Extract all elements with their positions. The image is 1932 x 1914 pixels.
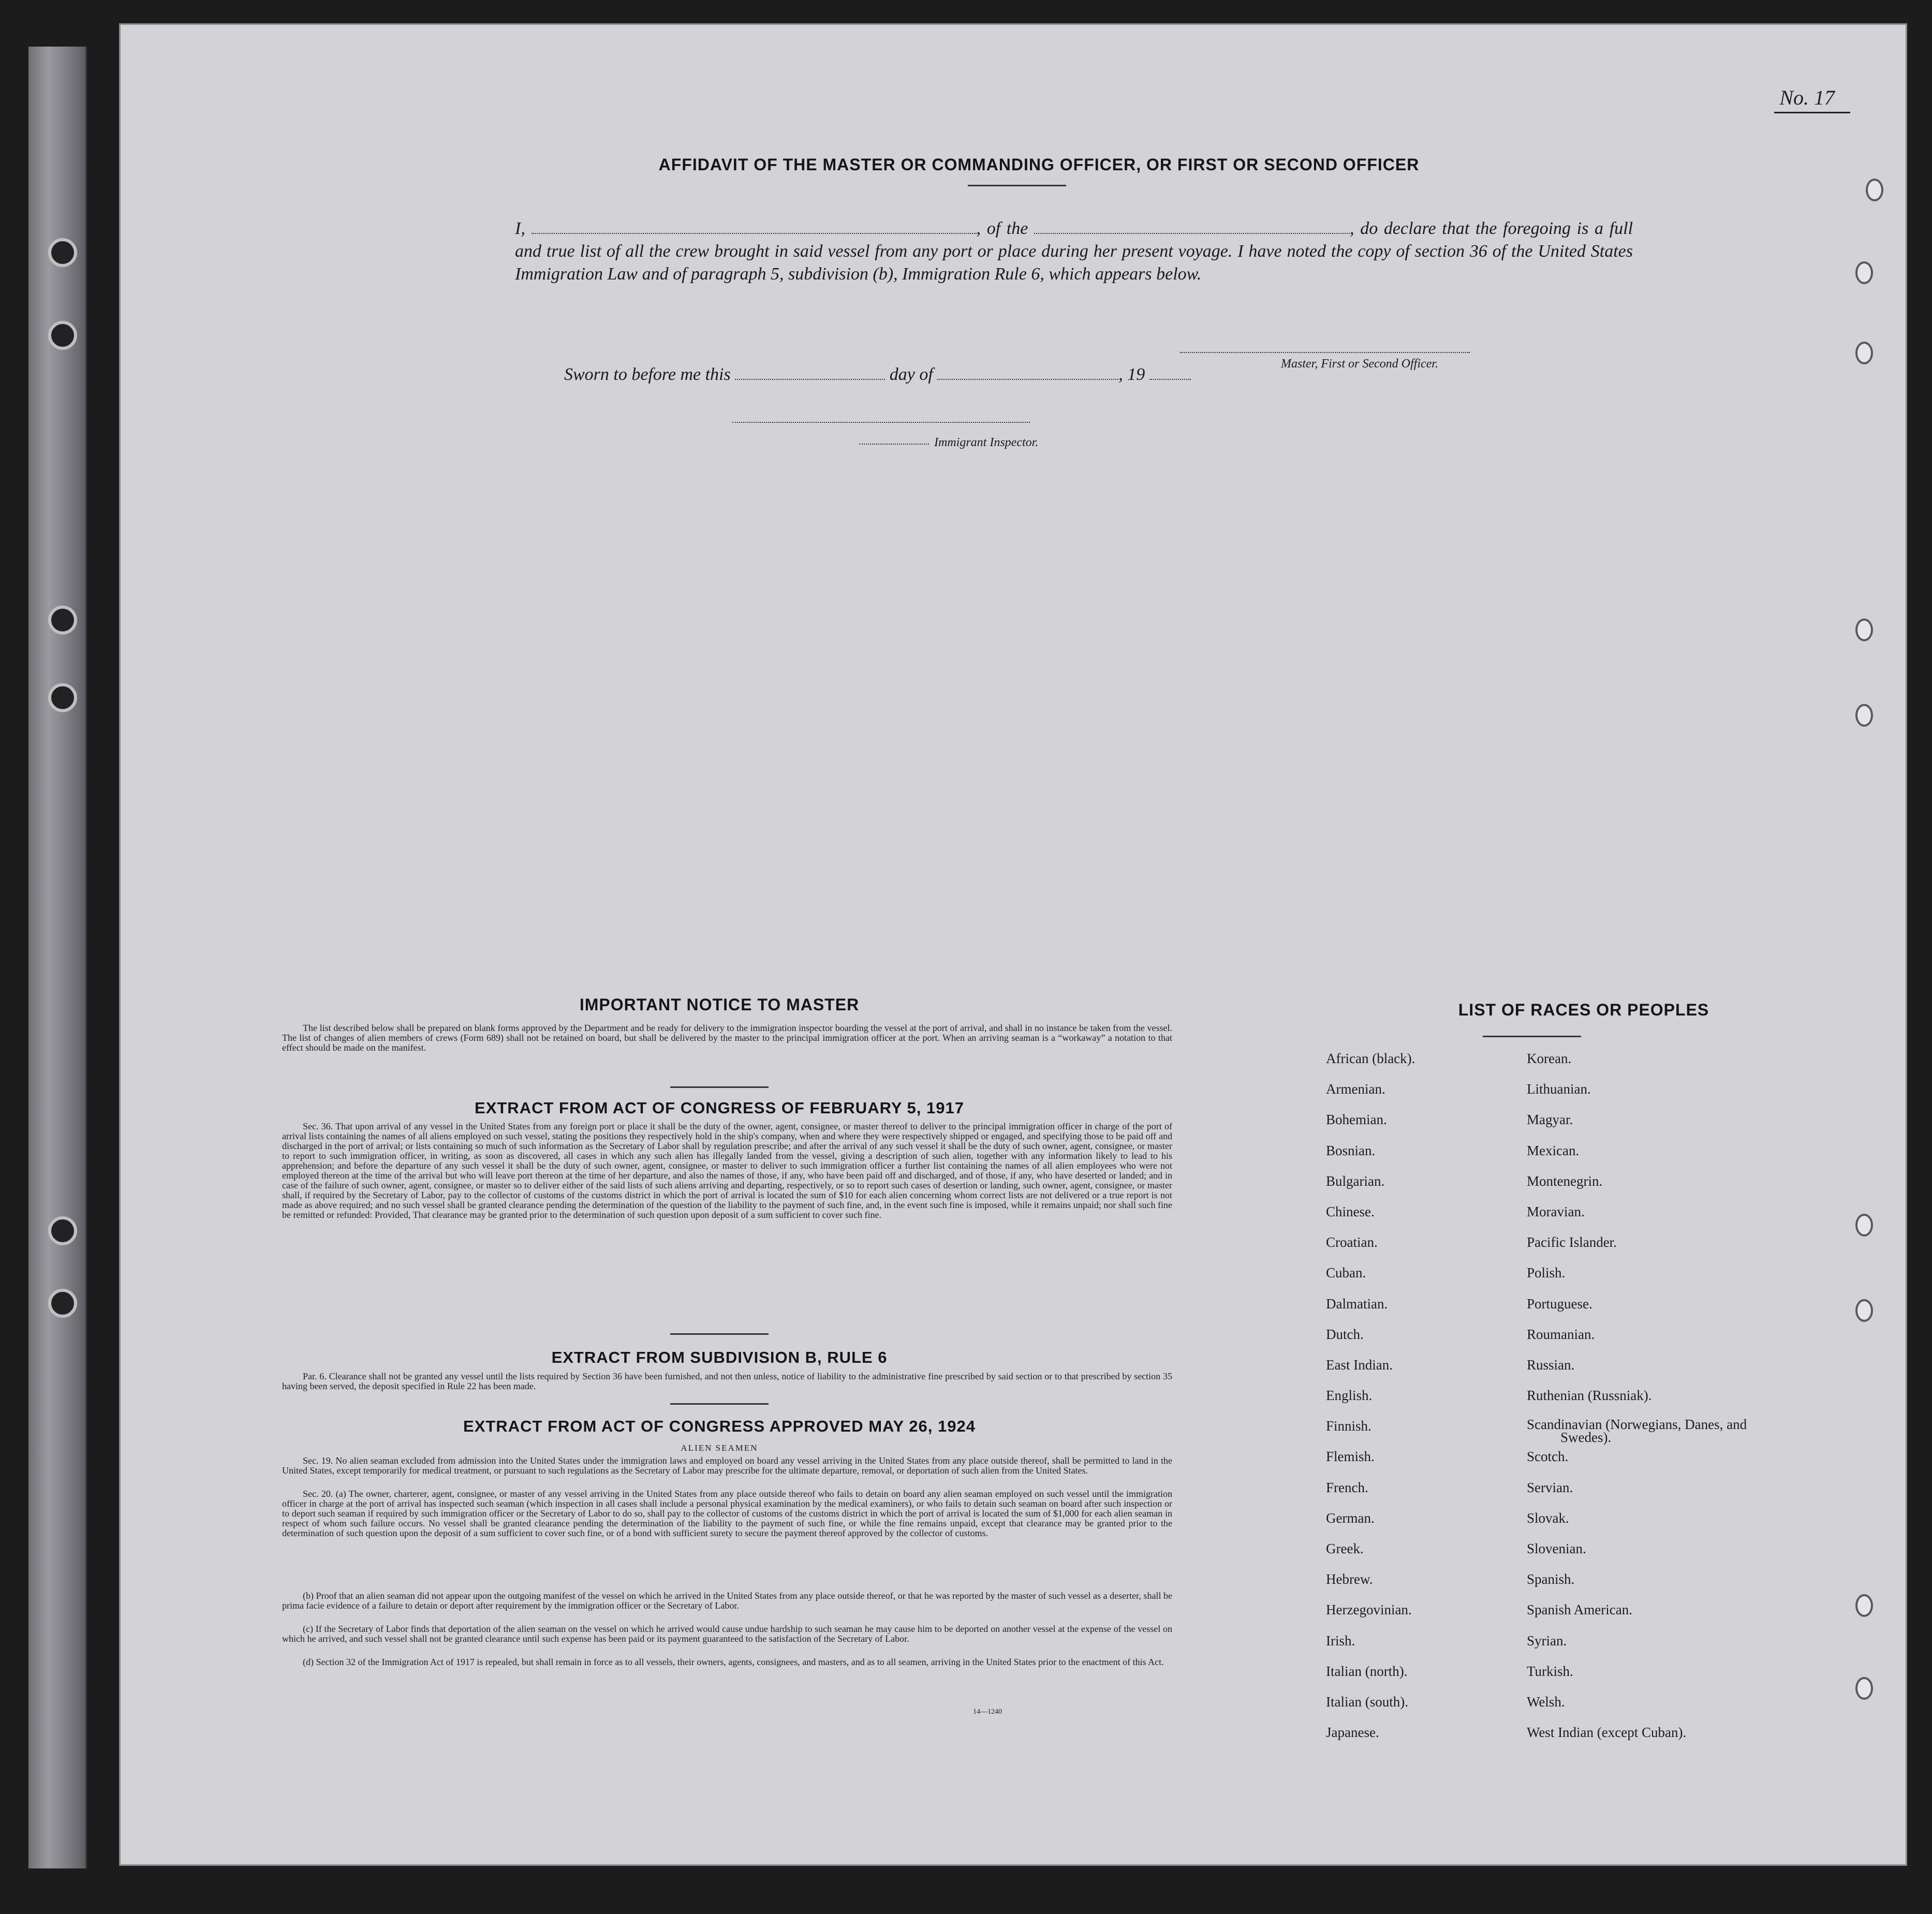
of-the-label: , of the [976,219,1028,238]
race-item: Scotch. [1527,1449,1569,1465]
inspector-dots [859,444,929,445]
race-item: Korean. [1527,1051,1572,1066]
binder-hole [48,1289,77,1318]
edge-hole [1855,342,1873,364]
vessel-blank [1034,223,1350,234]
races-title-rule [1483,1036,1581,1037]
race-item: Italian (south). [1326,1694,1408,1710]
race-item: Pacific Islander. [1527,1234,1617,1250]
form-code: 14—1240 [973,1708,1002,1716]
race-item: Armenian. [1326,1081,1385,1097]
race-item: Montenegrin. [1527,1173,1603,1189]
section-rule [670,1403,769,1405]
race-item: Moravian. [1527,1203,1585,1219]
race-item: Chinese. [1326,1203,1375,1219]
race-item: Lithuanian. [1527,1081,1591,1097]
race-item: African (black). [1326,1051,1415,1066]
act-1917-title: EXTRACT FROM ACT OF CONGRESS OF FEBRUARY 5, 1917 [475,1099,964,1117]
race-item: German. [1326,1510,1375,1526]
inspector-signature-line [732,422,1030,423]
edge-hole [1855,1299,1873,1322]
edge-hole [1855,1594,1873,1617]
race-item: Japanese. [1326,1725,1379,1741]
section-rule [670,1086,769,1088]
act-1924-sec-19: Sec. 19. No alien seaman excluded from admission into the United States under the immigration laws and employed on board any vessel arriving in the United States from any place outside thereof, shall be permitted to land in the United States, except temporarily for medical treatment, or pursuant to such regulations as the Secretary of Labor may prescribe for the ultimate departure, removal, or deportation of such alien from the United States. [282,1455,1172,1476]
race-item: Turkish. [1527,1663,1573,1679]
race-item: Italian (north). [1326,1663,1408,1679]
day-of-label: day of [889,365,933,384]
races-list-right [1527,1051,1848,1755]
race-item: Portuguese. [1527,1295,1592,1312]
race-item: Magyar. [1527,1112,1573,1128]
rule-6-body: Par. 6. Clearance shall not be granted any vessel until the lists required by Section 36 have been furnished, and not then unless, notice of liability to the administrative fine prescribed by said section or to that prescribed by section 35 having been served, the deposit specified in Rule 22 has been made. [282,1371,1172,1391]
race-item: Russian. [1527,1357,1575,1373]
page-number: No. 17 [1774,85,1850,113]
edge-hole [1866,179,1883,201]
binder-strip [28,47,87,1868]
name-blank [532,223,977,234]
inspector-label: Immigrant Inspector. [934,436,1039,449]
race-item: East Indian. [1326,1357,1393,1373]
binder-hole [48,606,77,635]
race-item: Ruthenian (Russniak). [1527,1388,1652,1404]
race-item: Finnish. [1326,1418,1371,1434]
notice-title: IMPORTANT NOTICE TO MASTER [579,995,860,1014]
race-item: Scandinavian (Norwegians, Danes, and Swedes). [1527,1417,1747,1446]
race-item: Herzegovinian. [1326,1602,1412,1618]
edge-hole [1855,1677,1873,1700]
master-signature-label: Master, First or Second Officer. [1281,357,1438,371]
race-item: Bulgarian. [1326,1173,1385,1189]
affidavit-i-label: I, [515,219,525,238]
race-item: Mexican. [1527,1142,1580,1158]
races-title: LIST OF RACES OR PEOPLES [1458,1000,1709,1019]
binder-hole [48,321,77,350]
race-item: English. [1326,1388,1373,1404]
race-item: Croatian. [1326,1234,1378,1250]
race-item: West Indian (except Cuban). [1527,1725,1687,1741]
sworn-prefix: Sworn to before me this [564,365,731,384]
race-item: French. [1326,1479,1368,1495]
race-item: Roumanian. [1527,1326,1595,1342]
edge-hole [1855,1214,1873,1236]
race-item: Greek. [1326,1541,1364,1556]
edge-hole [1855,704,1873,727]
race-item: Irish. [1326,1632,1355,1648]
race-item: Bohemian. [1326,1112,1387,1128]
affidavit-title: AFFIDAVIT OF THE MASTER OR COMMANDING OFFICER, OR FIRST OR SECOND OFFICER [658,155,1420,174]
notice-body: The list described below shall be prepared on blank forms approved by the Department and be ready for delivery to the immigration inspector boarding the vessel at the port of arrival, and shall in no instance be taken from the vessel. The list of changes of alien members of crews (Form 689) shall not be retained on board, but shall be delivered by the master to the principal immigration officer at the port. When an arriving seaman is a “workaway” a notation to that effect should be made on the manifest. [282,1023,1172,1053]
act-1917-body: Sec. 36. That upon arrival of any vessel in the United States from any foreign port or place it shall be the duty of the owner, agent, consignee, or master thereof to deliver to the principal immigration officer in charge of the port of arrival lists containing the names of all aliens employed on such vessel, stating the positions they respectively hold in the ship's company, when and where they were respectively shipped or engaged, and specifying those to be paid off and discharged in the port of arrival; or lists containing so much of such information as the Secretary of Labor shall by regulation prescribe; and after the arrival of any such vessel it shall be the duty of such owner, agent, consignee, or master to report to such immigration officer, in writing, as soon as discovered, all cases in which any such alien has illegally landed from the vessel, giving a description of such alien, together with any information likely to lead to his apprehension; and before the departure of any such vessel it shall be the duty of such owner, agent, consignee, or master to deliver to such immigration officer a further list containing the names of all alien employees who were not employed thereon at the time of the arrival but who will leave port thereon at the time of her departure, and also the names of those, if any, who have been paid off and discharged, and of those, if any, who have deserted or landed; and in case of the failure of such owner, agent, consignee, or master so to deliver either of the said lists of such aliens arriving and departing, respectively, or so to report such cases of desertion or landing, such owner, agent, consignee, or master shall, if required by the Secretary of Labor, pay to the collector of customs of the customs district in which the port of arrival is located the sum of $10 for each alien concerning whom correct lists are not delivered or a true report is not made as above required; and no such vessel shall be granted clearance pending the determination of the question of the liability to the payment of such fine, and, in the event such fine is imposed, while it remains unpaid; nor shall such fine be remitted or refunded: Provided, That clearance may be granted prior to the determination of such question upon deposit of a sum sufficient to cover such fine. [282,1121,1172,1220]
race-item: Flemish. [1326,1449,1375,1465]
rule-6-title: EXTRACT FROM SUBDIVISION B, RULE 6 [551,1348,888,1366]
race-item: Servian. [1527,1479,1573,1495]
race-item: Dutch. [1326,1326,1364,1342]
declare-label: , do declare [1350,219,1436,238]
race-item: Polish. [1527,1265,1566,1281]
act-1924-sec-20a: Sec. 20. (a) The owner, charterer, agent, consignee, or master of any vessel arriving in the United States from any place outside thereof who fails to detain on board any alien seaman employed on such vessel until the immigration officer in charge at the port of arrival has inspected such seaman (which inspection in all cases shall include a personal physical examination by the medical examiners), or who fails to detain such seaman on board after such inspection or to deport such seaman if required by such immigration officer or the Secretary of Labor to do so, shall pay to the collector of customs of the customs district in which the port of arrival is located the sum of $1,000 for each alien seaman in respect of whom such failure occurs. No vessel shall be granted clearance pending the determination of the liability to the payment of such fine, or while the fine remains unpaid, except that clearance may be granted prior to the determination of such question upon the deposit of a sum sufficient to cover such fine, or of a bond with sufficient surety to secure the payment thereof approved by the collector of customs. [282,1489,1172,1538]
affidavit-declaration [515,217,1633,286]
race-item: Welsh. [1527,1694,1565,1710]
year-prefix: , 19 [1118,365,1145,384]
race-item: Slovak. [1527,1510,1569,1526]
act-1924-sec-20b: (b) Proof that an alien seaman did not appear upon the outgoing manifest of the vessel on which he arrived in the United States from any place outside thereof, or that he was reported by the master of such vessel as a deserter, shall be prima facie evidence of a failure to detain or deport after requirement by the immigration officer or the Secretary of Labor. [282,1591,1172,1611]
binder-hole [48,238,77,267]
act-1924-title: EXTRACT FROM ACT OF CONGRESS APPROVED MAY 26, 1924 [463,1417,976,1435]
act-1924-sec-20d: (d) Section 32 of the Immigration Act of 1917 is repealed, but shall remain in force as to all vessels, their owners, agents, consignees, and masters, and as to all seamen, arriving in the United States prior to the enactment of this Act. [303,1657,1164,1667]
race-item: Hebrew. [1326,1571,1373,1587]
race-item: Bosnian. [1326,1142,1376,1158]
race-item: Slovenian. [1527,1541,1586,1556]
binder-hole [48,1216,77,1245]
master-signature-line [1180,352,1470,353]
document-page [119,23,1907,1866]
edge-hole [1855,261,1873,284]
sworn-year-blank [1149,369,1191,380]
edge-hole [1855,619,1873,641]
binder-hole [48,683,77,712]
race-item: Dalmatian. [1326,1295,1388,1312]
sworn-line [564,365,1191,385]
section-rule [670,1333,769,1335]
sworn-month-blank [937,369,1118,380]
alien-seamen-subheading: ALIEN SEAMEN [681,1443,758,1453]
sworn-day-blank [735,369,885,380]
race-item: Spanish. [1527,1571,1575,1587]
race-item: Spanish American. [1527,1602,1632,1618]
race-item: Cuban. [1326,1265,1366,1281]
affidavit-body: that the foregoing is a full and true list of all the crew brought in said vessel from any port or place during her present voyage. I have noted the copy of section 36 of the United States Immigration Law and of paragraph 5, subdivision (b), Immigration Rule 6, which appears below. [515,219,1633,284]
title-rule [968,185,1066,186]
act-1924-sec-20c: (c) If the Secretary of Labor finds that deportation of the alien seaman on the vessel on which he arrived would cause undue hardship to such seaman he may cause him to be deported on another vessel at the expense of the vessel on which he arrived, and such vessel shall not be granted clearance until such expense has been paid or its payment guaranteed to the satisfaction of the Secretary of Labor. [282,1624,1172,1644]
race-item: Syrian. [1527,1632,1567,1648]
